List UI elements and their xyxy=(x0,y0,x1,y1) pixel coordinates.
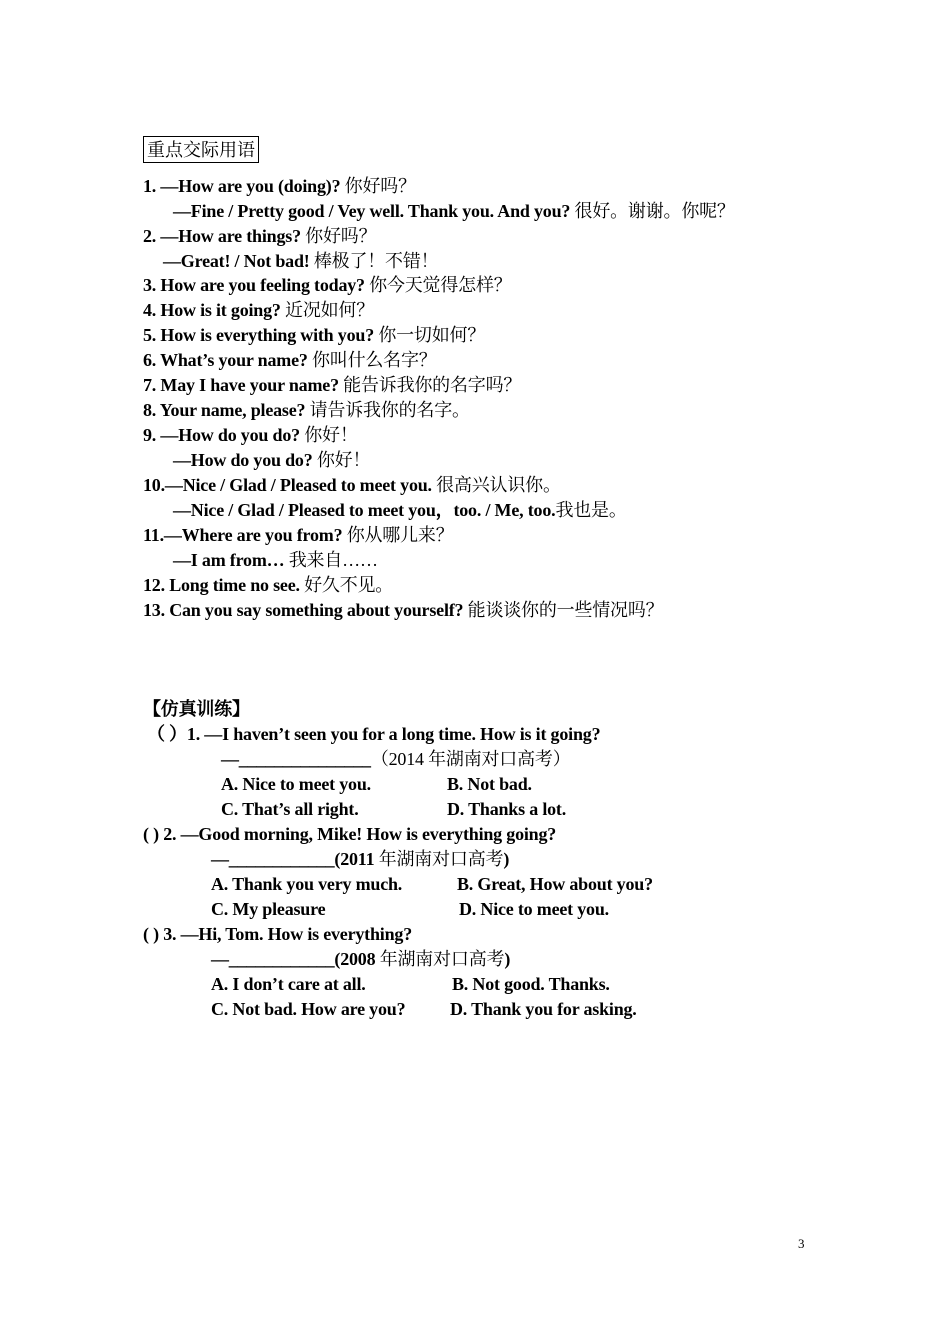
question-2-option-d: D. Nice to meet you. xyxy=(459,899,609,919)
phrase-9-reply: —How do you do? 你好！ xyxy=(173,450,371,470)
page-number: 3 xyxy=(798,1236,805,1251)
phrase-7: 7. May I have your name? 能告诉我你的名字吗？ xyxy=(143,375,522,395)
question-3-option-c: C. Not bad. How are you? xyxy=(211,999,406,1019)
question-1-stem: （ ）1. —I haven’t seen you for a long time. How is it going? xyxy=(147,724,601,744)
question-1-option-d: D. Thanks a lot. xyxy=(447,799,567,819)
phrase-8: 8. Your name, please? 请告诉我你的名字。 xyxy=(143,400,470,420)
phrase-3: 3. How are you feeling today? 你今天觉得怎样？ xyxy=(143,275,512,295)
question-1-option-a: A. Nice to meet you. xyxy=(221,774,371,794)
question-2-option-c: C. My pleasure xyxy=(211,899,326,919)
question-1-option-c: C. That’s all right. xyxy=(221,799,359,819)
question-2-option-a: A. Thank you very much. xyxy=(211,874,403,894)
section-title: 重点交际用语 xyxy=(143,136,259,163)
question-1-option-b: B. Not bad. xyxy=(447,774,532,794)
phrase-1-reply: —Fine / Pretty good / Vey well. Thank you. And you? 很好。谢谢。你呢？ xyxy=(173,201,735,221)
practice-title: 【仿真训练】 xyxy=(143,699,250,719)
question-1-blank: —_______________（2014 年湖南对口高考） xyxy=(221,749,571,769)
phrase-11: 11.—Where are you from? 你从哪儿来？ xyxy=(143,525,454,545)
question-3-option-a: A. I don’t care at all. xyxy=(211,974,366,994)
phrase-10-reply: —Nice / Glad / Pleased to meet you，too. / Me, too.我也是。 xyxy=(173,500,627,520)
phrase-5: 5. How is everything with you? 你一切如何？ xyxy=(143,325,486,345)
phrase-11-reply: —I am from… 我来自…… xyxy=(173,550,378,570)
question-2-option-b: B. Great, How about you? xyxy=(457,874,653,894)
phrase-9: 9. —How do you do? 你好！ xyxy=(143,425,358,445)
question-3-blank: —____________(2008 年湖南对口高考) xyxy=(211,949,511,969)
question-2-blank: —____________(2011 年湖南对口高考) xyxy=(211,849,510,869)
question-3-option-b: B. Not good. Thanks. xyxy=(452,974,610,994)
question-3-option-d: D. Thank you for asking. xyxy=(450,999,637,1019)
phrase-12: 12. Long time no see. 好久不见。 xyxy=(143,575,394,595)
phrase-2: 2. —How are things? 你好吗？ xyxy=(143,226,377,246)
phrase-10: 10.—Nice / Glad / Pleased to meet you. 很高兴认识你。 xyxy=(143,475,561,495)
phrase-13: 13. Can you say something about yourself? 能谈谈你的一些情况吗？ xyxy=(143,600,664,620)
phrase-6: 6. What’s your name? 你叫什么名字？ xyxy=(143,350,437,370)
question-2-stem: ( ) 2. —Good morning, Mike! How is everything going? xyxy=(143,824,557,844)
phrase-4: 4. How is it going? 近况如何？ xyxy=(143,300,375,320)
question-3-stem: ( ) 3. —Hi, Tom. How is everything? xyxy=(143,924,413,944)
phrase-2-reply: —Great! / Not bad! 棒极了！不错！ xyxy=(163,251,439,271)
phrase-1: 1. —How are you (doing)? 你好吗？ xyxy=(143,176,416,196)
